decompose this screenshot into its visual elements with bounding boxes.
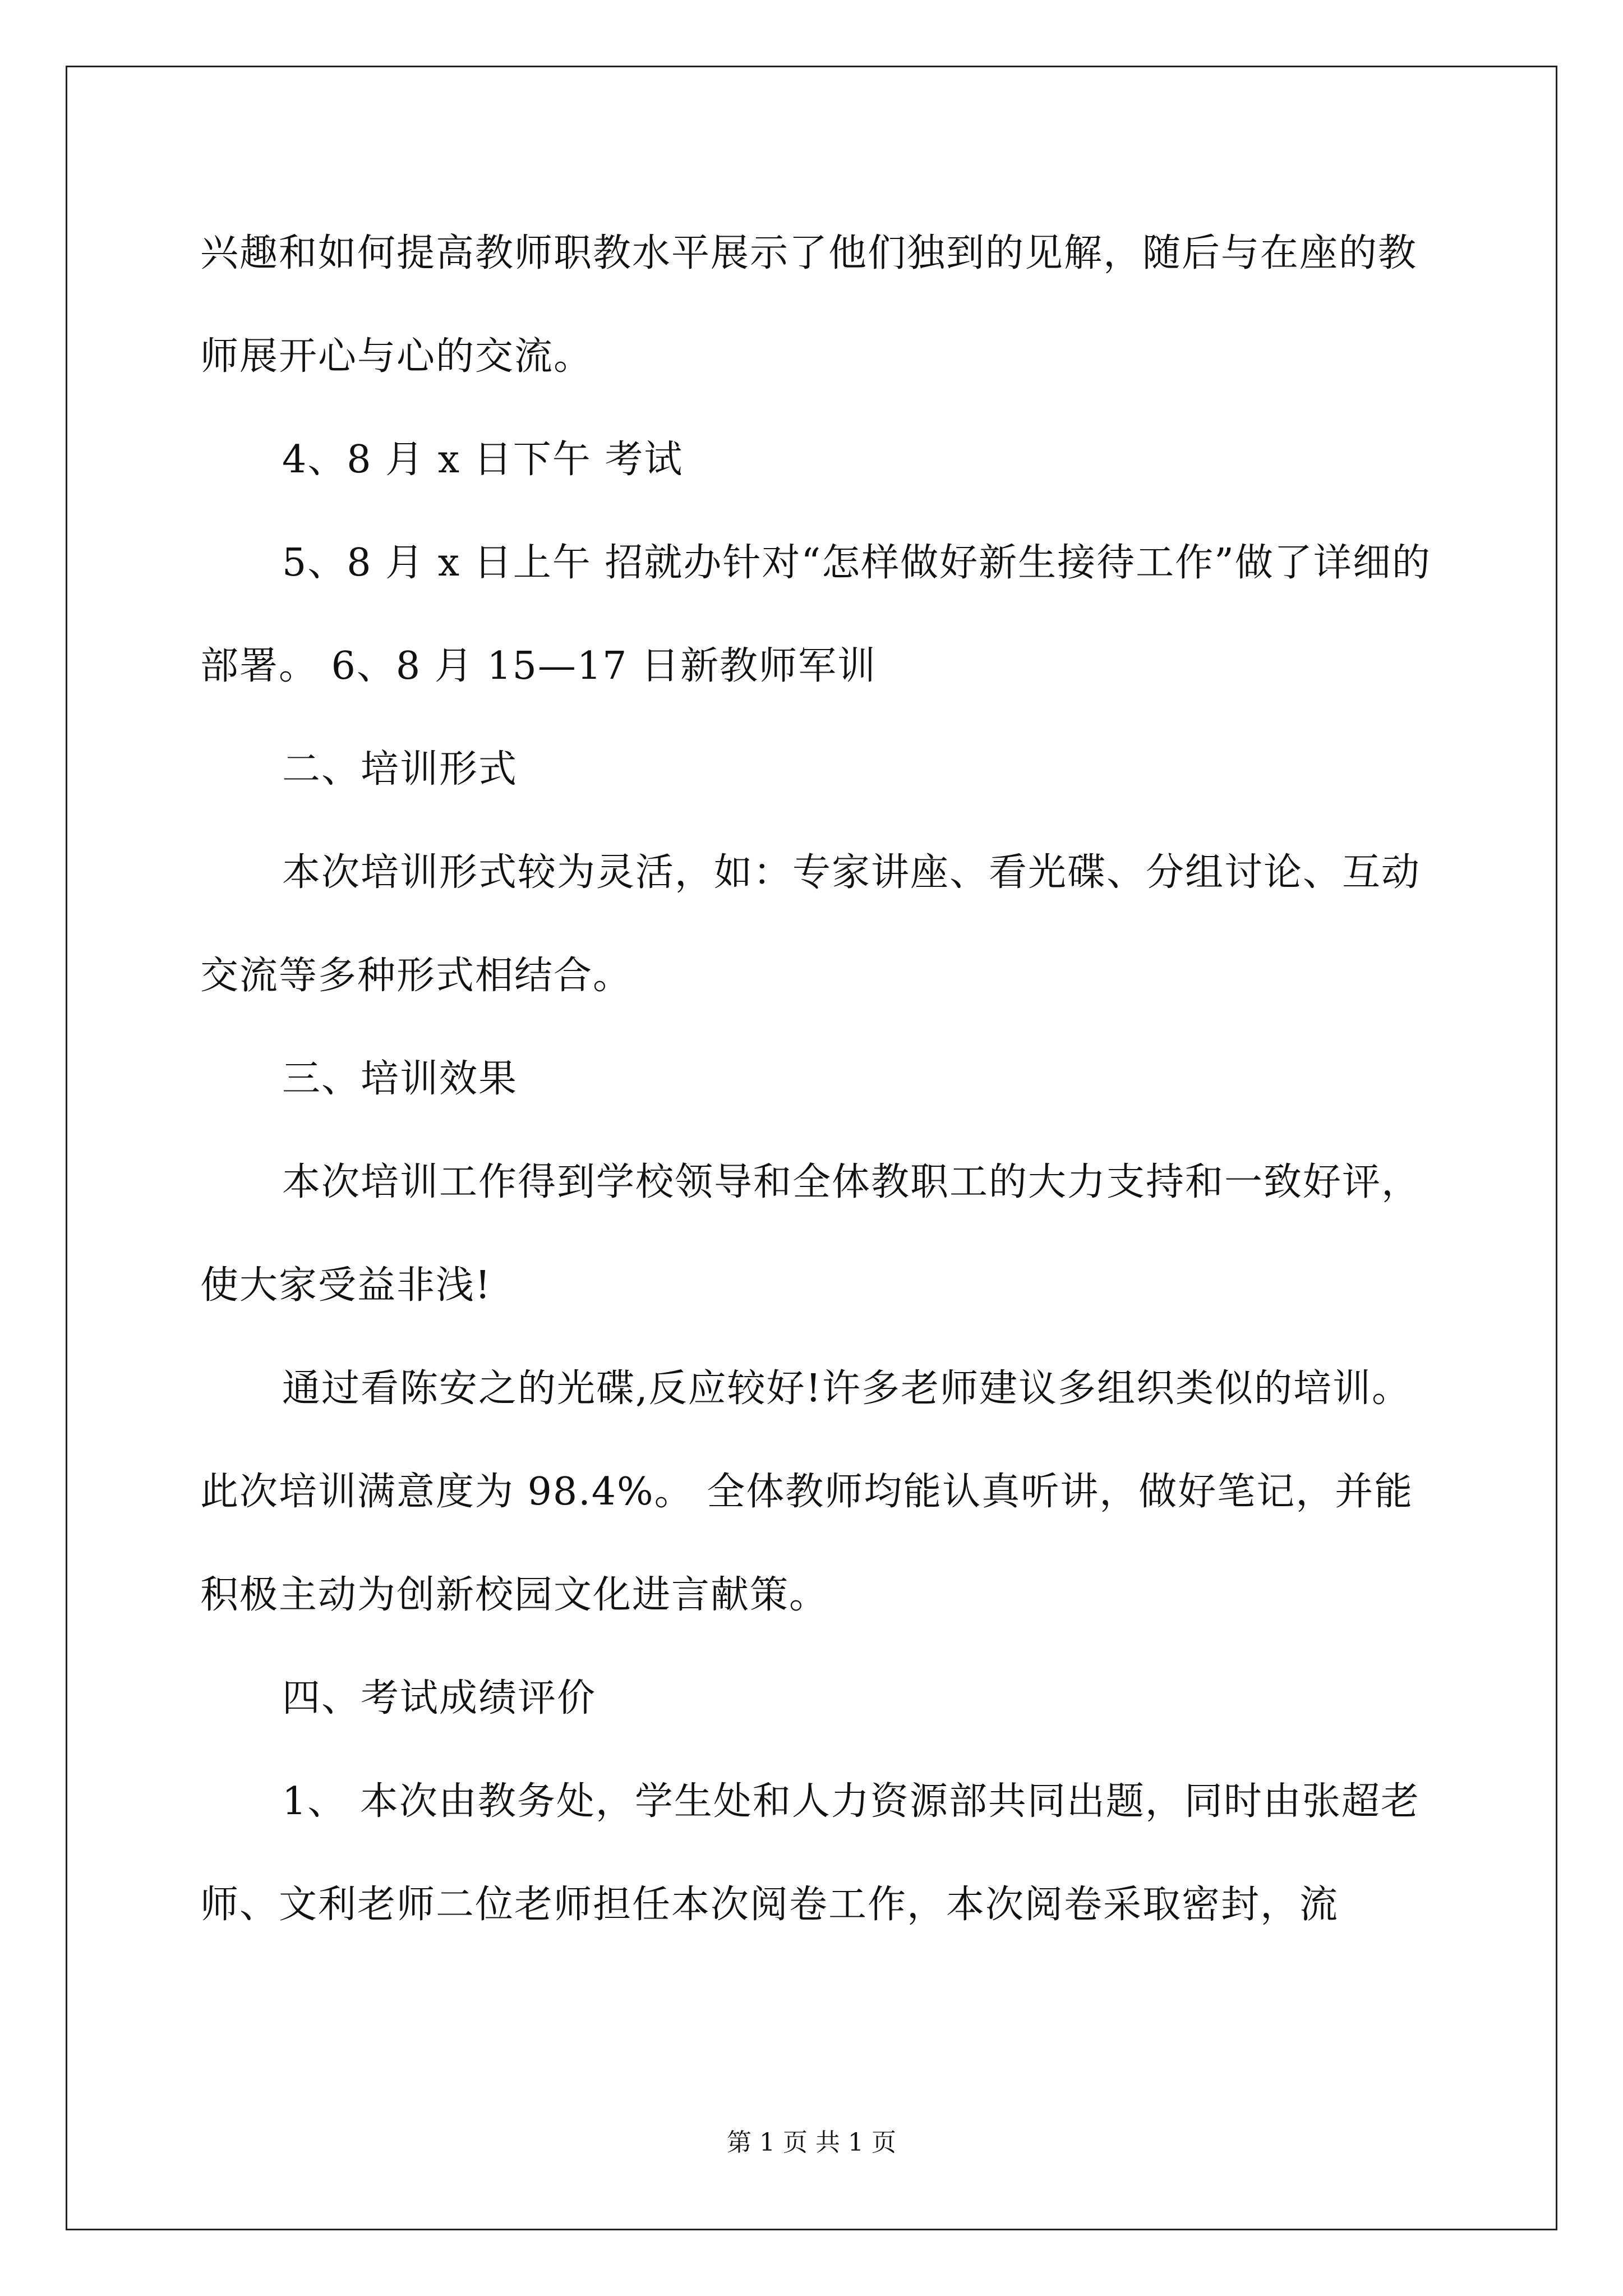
paragraph-feedback: 通过看陈安之的光碟,反应较好!许多老师建议多组织类似的培训。此次培训满意度为 98.4%。 全体教师均能认真听讲，做好笔记，并能积极主动为创新校园文化进言献策。 [200,1366,1414,1617]
document-body [200,202,1434,1957]
page-footer: 第 1 页 共 1 页 [727,2128,896,2157]
paragraph-training-effect: 本次培训工作得到学校领导和全体教职工的大力支持和一致好评，使大家受益非浅! [200,1160,1421,1308]
section-heading-training-effect: 三、培训效果 [282,1057,518,1101]
paragraph-exam-item-1: 1、 本次由教务处，学生处和人力资源部共同出题，同时由张超老师、文利老师二位老师担任本次阅卷工作，本次阅卷采取密封，流 [200,1779,1420,1927]
paragraph-item-4: 4、8 月 x 日下午 考试 [282,438,684,482]
paragraph-training-format: 本次培训形式较为灵活，如：专家讲座、看光碟、分组讨论、互动交流等多种形式相结合。 [200,850,1421,998]
section-heading-exam-evaluation: 四、考试成绩评价 [282,1676,597,1720]
paragraph-continuation: 兴趣和如何提高教师职教水平展示了他们独到的见解，随后与在座的教师展开心与心的交流。 [200,231,1418,379]
paragraph-item-5: 5、8 月 x 日上午 招就办针对“怎样做好新生接待工作”做了详细的部署。 6、8 月 15—17 日新教师军训 [200,541,1431,688]
section-heading-training-format: 二、培训形式 [282,747,518,792]
